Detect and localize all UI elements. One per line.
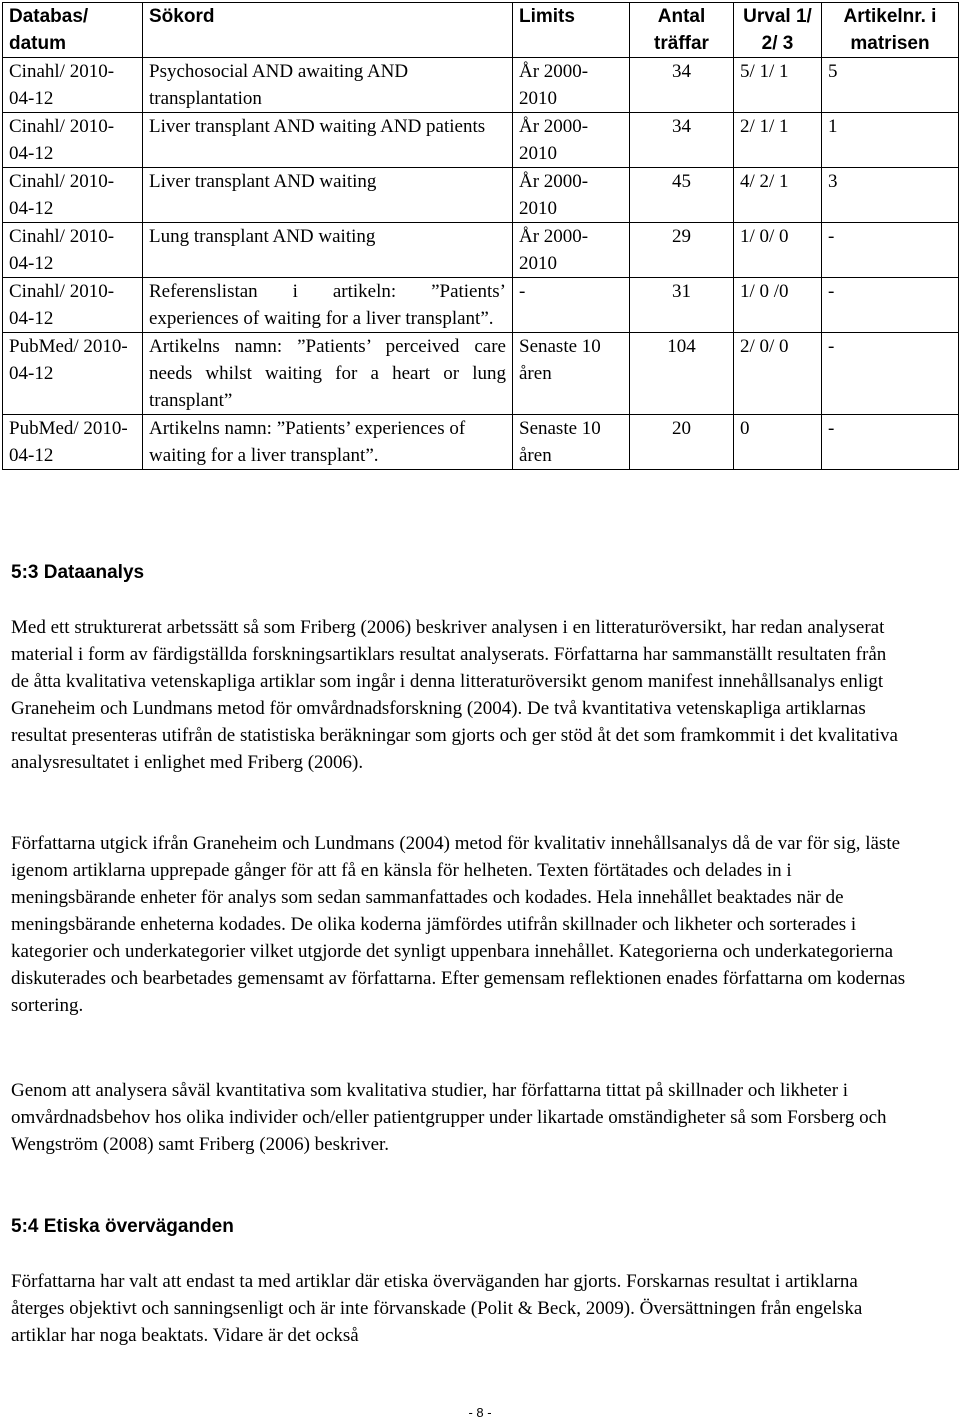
cell-search-terms: Artikelns namn: ”Patients’ perceived care needs whilst waiting for a heart or lung transplant”	[143, 333, 513, 415]
page-number: - 8 -	[468, 1405, 492, 1420]
cell-limits: År 2000-2010	[513, 113, 630, 168]
header-article-number: Artikelnr. i matrisen	[822, 3, 959, 58]
cell-hits: 34	[630, 113, 734, 168]
table-row	[3, 333, 959, 415]
cell-search-terms: Artikelns namn: ”Patients’ experiences of waiting for a liver transplant”.	[143, 415, 513, 470]
cell-hits: 29	[630, 223, 734, 278]
dataanalys-paragraph-2: Författarna utgick ifrån Graneheim och Lundmans (2004) metod för kvalitativ innehållsanalys då de var för sig, läste igenom artiklarna upprepade gånger för att få en känsla för helheten. Texten förtätades och delades in i meningsbärande enheter för analys som sedan sammanfattades och kodades. Hela innehållet beaktades när de meningsbärande enheterna kodades. De olika koderna jämfördes utifrån skillnader och likheter och sorterades i kategorier och underkategorier vilket utgjorde det synligt uppenbara innehållet. Kategorierna och underkategorierna diskuterades och bearbetades gemensamt av författarna. Efter gemensam reflektionen enades författarna om kodernas sortering.	[11, 833, 906, 1016]
cell-article-number: 5	[822, 58, 959, 113]
cell-database-date: Cinahl/ 2010-04-12	[3, 113, 143, 168]
header-hits: Antal träffar	[630, 3, 734, 58]
header-search-terms: Sökord	[143, 3, 513, 58]
cell-hits: 45	[630, 168, 734, 223]
table-row	[3, 278, 959, 333]
table-row	[3, 113, 959, 168]
cell-database-date: Cinahl/ 2010-04-12	[3, 278, 143, 333]
cell-hits: 31	[630, 278, 734, 333]
section-heading-dataanalys: 5:3 Dataanalys	[11, 562, 145, 583]
cell-selection: 1/ 0 /0	[734, 278, 822, 333]
cell-article-number: 1	[822, 113, 959, 168]
cell-search-terms: Liver transplant AND waiting	[143, 168, 513, 223]
cell-limits: År 2000-2010	[513, 168, 630, 223]
cell-selection: 2/ 0/ 0	[734, 333, 822, 415]
cell-selection: 1/ 0/ 0	[734, 223, 822, 278]
cell-article-number: -	[822, 278, 959, 333]
cell-selection: 5/ 1/ 1	[734, 58, 822, 113]
cell-limits: -	[513, 278, 630, 333]
cell-search-terms: Psychosocial AND awaiting AND transplantation	[143, 58, 513, 113]
cell-article-number: -	[822, 333, 959, 415]
header-database-date: Databas/ datum	[3, 3, 143, 58]
cell-database-date: PubMed/ 2010-04-12	[3, 415, 143, 470]
section-heading-etiska: 5:4 Etiska överväganden	[11, 1216, 234, 1237]
cell-selection: 2/ 1/ 1	[734, 113, 822, 168]
table-row	[3, 58, 959, 113]
cell-hits: 20	[630, 415, 734, 470]
table-row	[3, 223, 959, 278]
header-selection: Urval 1/ 2/ 3	[734, 3, 822, 58]
cell-database-date: Cinahl/ 2010-04-12	[3, 58, 143, 113]
table-row	[3, 415, 959, 470]
cell-limits: År 2000-2010	[513, 223, 630, 278]
cell-limits: År 2000-2010	[513, 58, 630, 113]
table-header-row	[3, 3, 959, 58]
cell-database-date: PubMed/ 2010-04-12	[3, 333, 143, 415]
cell-search-terms: Liver transplant AND waiting AND patients	[143, 113, 513, 168]
cell-article-number: 3	[822, 168, 959, 223]
cell-article-number: -	[822, 415, 959, 470]
cell-limits: Senaste 10 åren	[513, 333, 630, 415]
cell-selection: 4/ 2/ 1	[734, 168, 822, 223]
cell-database-date: Cinahl/ 2010-04-12	[3, 223, 143, 278]
table-row	[3, 168, 959, 223]
cell-selection: 0	[734, 415, 822, 470]
etiska-paragraph: Författarna har valt att endast ta med artiklar där etiska överväganden har gjorts. Forskarnas resultat i artiklarna återges objektivt och sanningsenligt och är inte förvanskade (Polit & Beck, 2009). Översättningen från engelska artiklar har noga beaktats. Vidare är det också	[11, 1271, 863, 1346]
search-results-table	[2, 2, 959, 470]
cell-search-terms: Lung transplant AND waiting	[143, 223, 513, 278]
cell-hits: 104	[630, 333, 734, 415]
dataanalys-paragraph-1: Med ett strukturerat arbetssätt så som Friberg (2006) beskriver analysen i en litteraturöversikt, har redan analyserat material i form av färdigställda forskningsartiklars resultat analyserats. Författarna har sammanställt resultaten från de åtta kvalitativa vetenskapliga artiklar som ingår i denna litteraturöversikt genom manifest innehållsanalys enligt Graneheim och Lundmans metod för omvårdnadsforskning (2004). De två kvantitativa vetenskapliga artiklarnas resultat presenteras utifrån de statistiska beräkningar som gjorts och ger stöd åt det som framkommit i det kvalitativa analysresultatet i enlighet med Friberg (2006).	[11, 617, 898, 773]
cell-database-date: Cinahl/ 2010-04-12	[3, 168, 143, 223]
header-limits: Limits	[513, 3, 630, 58]
cell-hits: 34	[630, 58, 734, 113]
cell-search-terms: Referenslistan i artikeln: ”Patients’ experiences of waiting for a liver transplant”.	[143, 278, 513, 333]
cell-article-number: -	[822, 223, 959, 278]
cell-limits: Senaste 10 åren	[513, 415, 630, 470]
dataanalys-paragraph-3: Genom att analysera såväl kvantitativa som kvalitativa studier, har författarna tittat på skillnader och likheter i omvårdnadsbehov hos olika individer och/eller patientgrupper under likartade omständigheter så som Forsberg och Wengström (2008) samt Friberg (2006) beskriver.	[11, 1080, 887, 1155]
